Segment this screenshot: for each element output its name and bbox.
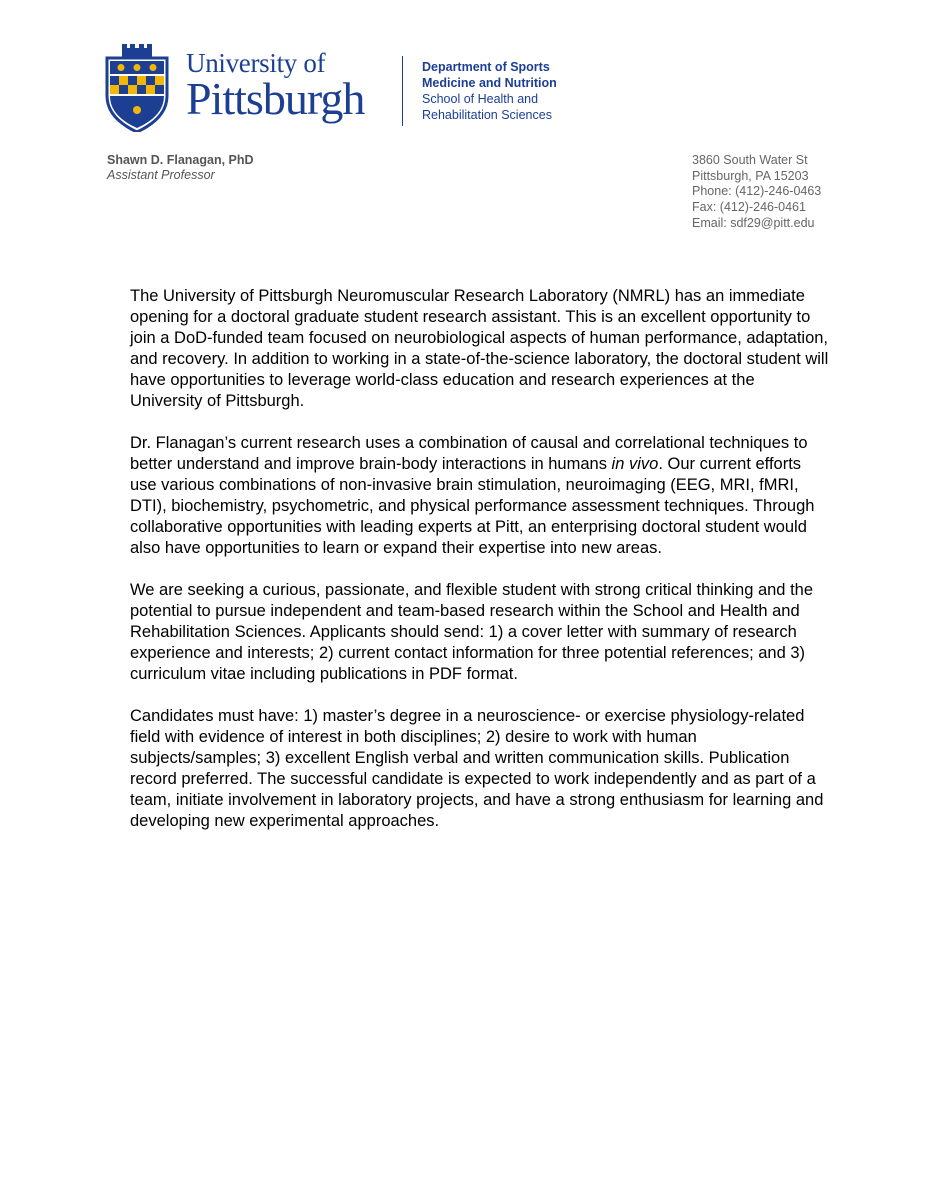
address-block — [692, 153, 821, 232]
letterhead — [104, 44, 584, 134]
university-name-line1: University of — [186, 48, 326, 78]
university-shield-icon — [104, 44, 170, 132]
letter-body — [130, 286, 830, 853]
paragraph-4: Candidates must have: 1) master’s degree in a neuroscience- or exercise physiology-related field with evidence of interest in both disciplines; 2) desire to work with human subjects/samples; 3) excellent English verbal and written communication skills. Publication record preferred. The successful candidate is expected to work independently and as part of a team, initiate involvement in laboratory projects, and have a strong enthusiasm for learning and developing new experimental approaches. — [130, 707, 824, 830]
sender-title: Assistant Professor — [107, 168, 215, 182]
department-block — [422, 59, 557, 123]
department-line1: Department of Sports — [422, 60, 550, 74]
address-fax: Fax: (412)-246-0461 — [692, 200, 806, 215]
address-phone: Phone: (412)-246-0463 — [692, 184, 822, 199]
sender-block — [107, 153, 254, 183]
school-line1: School of Health and — [422, 92, 539, 106]
paragraph-2 — [130, 433, 830, 559]
paragraph-2-part-b: . Our current efforts use various combinations of non-invasive brain stimulation, neuroimaging (EEG, MRI, fMRI, DTI), biochemistry, psychometric, and physical performance assessment techniques. Through collaborative opportunities with leading experts at Pitt, an enterprising doctoral student would also have opportunities to learn or expand their expertise into new areas. — [130, 455, 815, 557]
paragraph-2-part-a: Dr. Flanagan’s current research uses a combination of causal and correlational techniques to better understand and improve brain-body interactions in humans — [130, 434, 808, 473]
paragraph-1: The University of Pittsburgh Neuromuscular Research Laboratory (NMRL) has an immediate opening for a doctoral graduate student research assistant. This is an excellent opportunity to join a DoD-funded team focused on neurobiological aspects of human performance, adaptation, and recovery. In addition to working in a state-of-the-science laboratory, the doctoral student will have opportunities to leverage world-class education and research experiences at the University of Pittsburgh. — [130, 287, 829, 410]
sender-name: Shawn D. Flanagan, PhD — [107, 153, 254, 167]
letterhead-divider — [402, 56, 403, 126]
address-street: 3860 South Water St — [692, 153, 808, 167]
address-city: Pittsburgh, PA 15203 — [692, 168, 809, 183]
university-wordmark — [186, 48, 364, 122]
paragraph-2-italic: in vivo — [611, 455, 659, 473]
school-line2: Rehabilitation Sciences — [422, 108, 552, 122]
address-email: Email: sdf29@pitt.edu — [692, 215, 815, 230]
department-line2: Medicine and Nutrition — [422, 76, 557, 90]
university-name-line2: Pittsburgh — [186, 73, 365, 124]
paragraph-3: We are seeking a curious, passionate, and flexible student with strong critical thinking and the potential to pursue independent and team-based research within the School and Health and Rehabilitation Sciences. Applicants should send: 1) a cover letter with summary of research experience and interests; 2) current contact information for three potential references; and 3) curriculum vitae including publications in PDF format. — [130, 581, 814, 683]
